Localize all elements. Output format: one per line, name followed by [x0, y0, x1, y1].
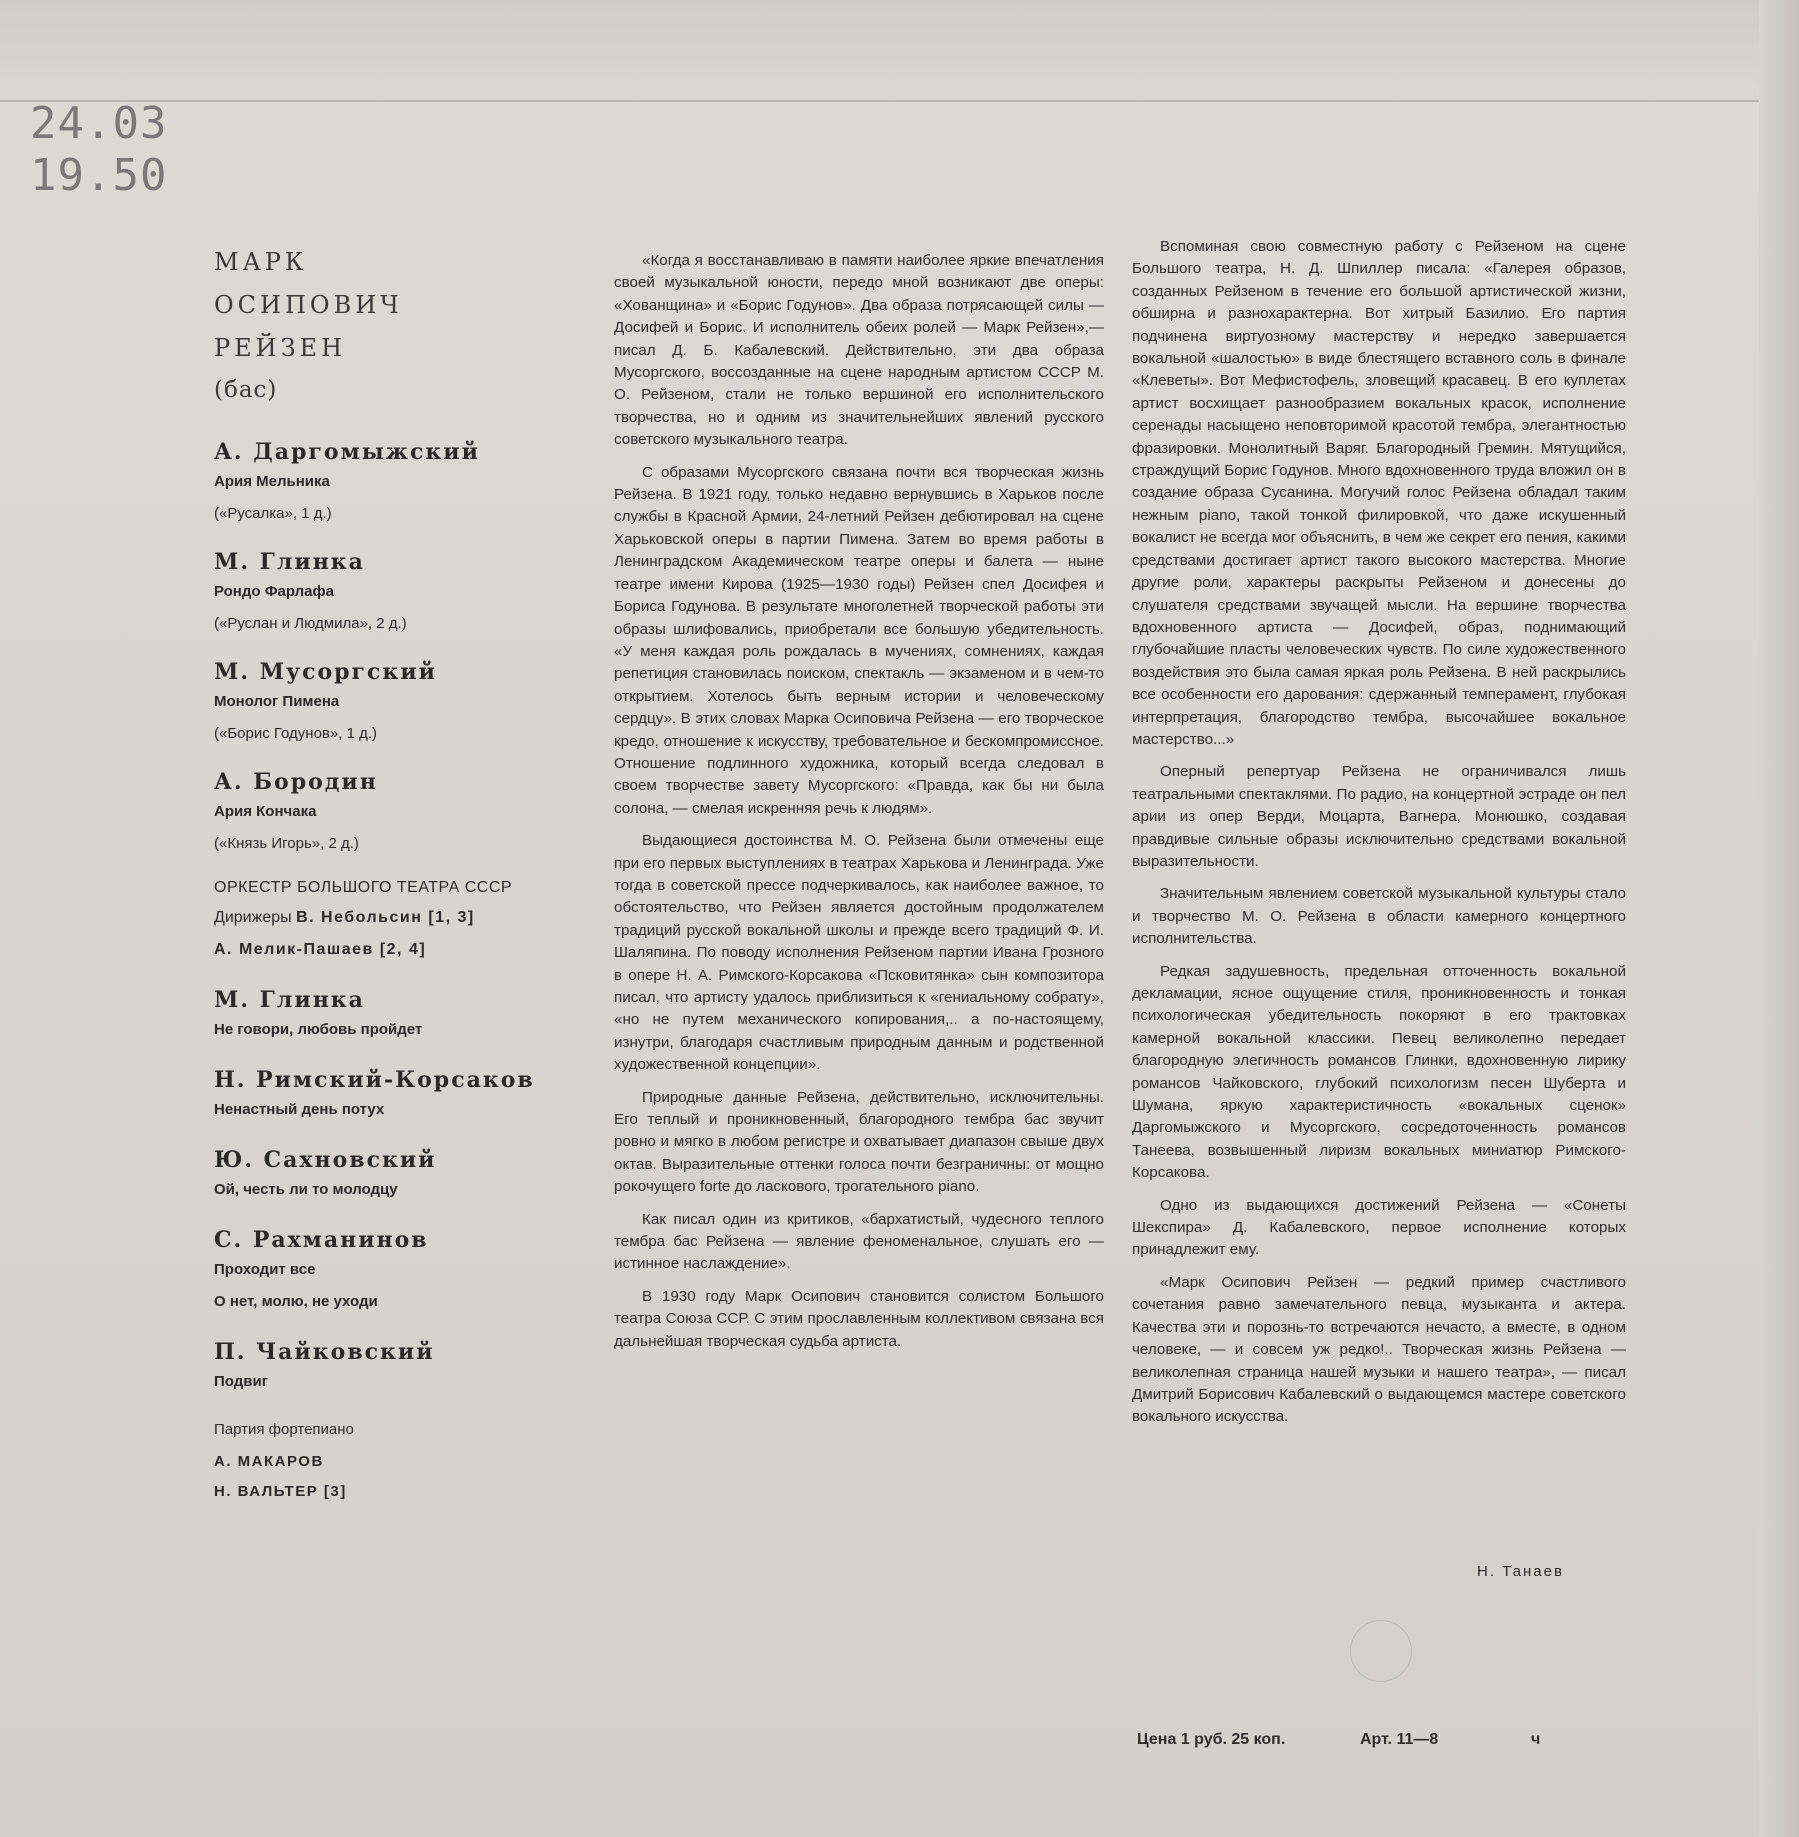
conductor-line-1: [214, 909, 574, 941]
article-number: Арт. 11—8: [1360, 1731, 1439, 1748]
track-list: [214, 248, 574, 1513]
work-title: О нет, молю, не уходи: [214, 1293, 378, 1310]
paragraph: «Когда я восстанавливаю в памяти наиболее яркие впечатления своей музыкальной юности, передо мной возникают две оперы: «Хованщина» и «Борис Годунов». Два образа потрясающей силы — Досифей и Борис. И исполнитель обеих ролей — Марк Рейзен»,— писал Д. Б. Кабалевский. Действительно, эти два образа Мусоргского, воссозданные на сцене народным артистом СССР М. О. Рейзеном, стали не только вершиной его исполнительского творчества, но и одним из значительнейших явлений русского советского музыкального театра.: [614, 252, 1104, 449]
composer: А. Бородин: [214, 769, 378, 795]
paragraph: «Марк Осипович Рейзен — редкий пример счастливого сочетания равно замечательного певца, музыканта и актера. Качества эти и порознь-то встречаются нечасто, а вместе, в одном человеке, — и совсем уж редко!.. Творческая жизнь Рейзена — великолепная страница нашей музыки и нашего театра», — писал Дмитрий Борисович Кабалевский о выдающемся мастере советского вокального искусства.: [1132, 1273, 1626, 1426]
work-title: Рондо Фарлафа: [214, 583, 334, 600]
paragraph: В 1930 году Марк Осипович становится солистом Большого театра Союза ССР. С этим прославленным коллективом связана вся дальнейшая творческая судьба артиста.: [614, 1287, 1104, 1350]
catalog-code: ч: [1531, 1731, 1541, 1748]
track-a-4: [214, 769, 574, 865]
work-source: («Руслан и Людмила», 2 д.): [214, 615, 407, 632]
paragraph: Природные данные Рейзена, действительно, исключительны. Его теплый и проникновенный, благородного тембра бас звучит ровно и мягко в любом регистре и охватывает диапазон свыше двух октав. Выразительные оттенки голоса почти безграничны: от мощно рокочущего forte до ласкового, трогательного piano.: [614, 1088, 1104, 1196]
work-source: («Князь Игорь», 2 д.): [214, 835, 359, 852]
pianist-1: А. МАКАРОВ: [214, 1453, 324, 1470]
work-title: Проходит все: [214, 1261, 316, 1278]
paragraph: Как писал один из критиков, «бархатистый, чудесного теплого тембра бас Рейзена — явление феноменальное, слушать его — истинное наслаждение».: [614, 1210, 1104, 1273]
work-title: Монолог Пимена: [214, 693, 340, 710]
track-b-3: [214, 1147, 574, 1213]
paragraph: Выдающиеся достоинства М. О. Рейзена были отмечены еще при его первых выступлениях в театрах Харькова и Ленинграда. Уже тогда в советской прессе подчеркивалось, как наиболее важное, то обстоятельство, что Рейзен является достойным продолжателем традиций русской вокальной школы и прежде всего традиций Ф. И. Шаляпина. По поводу исполнения Рейзеном партии Ивана Грозного в опере Н. А. Римского-Корсакова «Псковитянка» сын композитора писал, что артисту удалось приблизиться к «гениальному собрату», «но не путем механического копирования,.. а по-настоящему, изнутри, благодаря счастливым природным данным и родственной художественной концепции».: [614, 832, 1104, 1074]
composer: А. Даргомыжский: [214, 439, 480, 465]
composer: Н. Римский-Корсаков: [214, 1067, 535, 1093]
composer: М. Мусоргский: [214, 659, 437, 685]
price-label: Цена 1 руб. 25 коп.: [1137, 1731, 1286, 1748]
composer: Ю. Сахновский: [214, 1147, 437, 1173]
track-b-4: [214, 1227, 574, 1325]
composer: М. Глинка: [214, 549, 365, 575]
paragraph: Одно из выдающихся достижений Рейзена — «Сонеты Шекспира» Д. Кабалевского, первое исполнение которых принадлежит ему.: [1132, 1196, 1626, 1259]
work-title: Ария Кончака: [214, 803, 317, 820]
sleeve-wear-mark: [1350, 1620, 1412, 1682]
conductor-line-2: [214, 941, 574, 973]
composer: М. Глинка: [214, 987, 365, 1013]
performer-voice: (бас): [214, 377, 278, 403]
piano-part-label: Партия фортепиано: [214, 1421, 354, 1438]
author-signature: Н. Танаев: [1477, 1563, 1564, 1580]
work-source: («Борис Годунов», 1 д.): [214, 725, 377, 742]
performer-last-name: РЕЙЗЕН: [214, 334, 346, 362]
handwritten-note-1: 24.03: [30, 98, 168, 149]
work-title: Подвиг: [214, 1373, 268, 1390]
composer: П. Чайковский: [214, 1339, 435, 1365]
paragraph: Вспоминая свою совместную работу с Рейзеном на сцене Большого театра, Н. Д. Шпиллер писала: «Галерея образов, созданных Рейзеном в течение его большой артистической жизни, обширна и разнохарактерна. Вот хитрый Базилио. Его партия подчинена виртуозному мастерству и нередко завершается вокальной «шалостью» в виде блестящего вставного соль в финале «Клеветы». Вот Мефистофель, зловещий красавец. В его куплетах артист восхищает разнообразием вокальных красок, исполнение серенады насыщено неповторимой красотой тембра, элегантностью фразировки. Монолитный Варяг. Благородный Гремин. Мятущийся, страждущий Борис Годунов. Много вдохновенного труда вложил он в создание образа Сусанина. Могучий голос Рейзена обладал таким нежным piano, такой тонкой филировкой, что даже искушенный вокалист не всегда мог объяснить, в чем же секрет его пения, какими средствами достигает артист такого высокого мастерства. Многие другие роли, характеры раскрыты Рейзеном и донесены до слушателя средствами звучащей мысли. На вершине творчества вдохновенного артиста — Досифей, образ, поднимающий глубочайшие пласты человеческих чувств. По силе художественного воздействия это была самая яркая роль Рейзена. В ней раскрылись все особенности его дарования: сдержанный темперамент, глубокая интерпретация, благородство тембра, высочайшее вокальное мастерство...»: [1132, 238, 1626, 748]
paragraph: С образами Мусоргского связана почти вся творческая жизнь Рейзена. В 1921 году, только недавно вернувшись в Харьков после службы в Красной Армии, 24-летний Рейзен дебютировал на сцене Харьковской оперы в партии Пимена. Затем во время работы в Ленинградском Академическом театре оперы и балета — ныне театре имени Кирова (1925—1930 годы) Рейзен спел Досифея и Бориса Годунова. В результате многолетней творческой работы эти образы шлифовались, приобретали все большую убедительность. «У меня каждая роль рождалась в мучениях, сомнениях, каждая репетиция становилась поиском, спектакль — экзаменом и в чем-то открытием. Хотелось быть верным истории и человеческому сердцу». В этих словах Марка Осиповича Рейзена — его творческое кредо, отношение к искусству, требовательное и бескомпромиссное. Отношение подлинного художника, который всегда следовал в своем творчестве завету Мусоргского: «Правда, как бы ни была солона, — смелая искренняя речь к людям».: [614, 463, 1104, 817]
performer-middle-name: ОСИПОВИЧ: [214, 291, 403, 319]
sleeve-right-edge: [1759, 0, 1799, 1837]
conductor-1: В. Небольсин [1, 3]: [296, 909, 475, 926]
track-a-1: [214, 439, 574, 535]
track-a-2: [214, 549, 574, 645]
work-title: Ария Мельника: [214, 473, 330, 490]
conductors-label: Дирижеры: [214, 909, 292, 926]
handwritten-note-2: 19.50: [30, 150, 168, 201]
performer-first-name: МАРК: [214, 248, 308, 276]
orchestra-name: ОРКЕСТР БОЛЬШОГО ТЕАТРА СССР: [214, 879, 513, 896]
work-title: Не говори, любовь пройдет: [214, 1021, 423, 1038]
track-b-2: [214, 1067, 574, 1133]
composer: С. Рахманинов: [214, 1227, 429, 1253]
track-b-1: [214, 987, 574, 1053]
liner-notes-column-middle: [614, 250, 1104, 1363]
conductor-2: А. Мелик-Пашаев [2, 4]: [214, 941, 427, 958]
paragraph: Значительным явлением советской музыкальной культуры стало и творчество М. О. Рейзена в области камерного концертного исполнительства.: [1132, 885, 1626, 948]
pianist-2: Н. ВАЛЬТЕР [3]: [214, 1483, 347, 1500]
work-source: («Русалка», 1 д.): [214, 505, 332, 522]
paragraph: Оперный репертуар Рейзена не ограничивался лишь театральными спектаклями. По радио, на концертной эстраде он пел арии из опер Верди, Моцарта, Вагнера, Монюшко, создавая правдивые сильные образы исключительно средствами вокальной выразительности.: [1132, 763, 1626, 870]
work-title: Ненастный день потух: [214, 1101, 385, 1118]
track-b-5: [214, 1339, 574, 1405]
track-a-3: [214, 659, 574, 755]
paragraph: Редкая задушевность, предельная отточенность вокальной декламации, ясное ощущение стиля, проникновенность и тонкая психологическая убедительность покоряют в его трактовках камерной вокальной классики. Певец великолепно передает благородную элегичность романсов Глинки, вдохновенную лирику романсов Чайковского, глубокий психологизм песен Шуберта и Шумана, яркую характеристичность «вокальных сценок» Даргомыжского и Мусоргского, сосредоточенность романсов Танеева, возвышенный лиризм вокальных миниатюр Римского-Корсакова.: [1132, 962, 1626, 1182]
sleeve-top-edge: [0, 0, 1799, 102]
liner-notes-column-right: [1132, 236, 1626, 1439]
work-title: Ой, честь ли то молодцу: [214, 1181, 398, 1198]
